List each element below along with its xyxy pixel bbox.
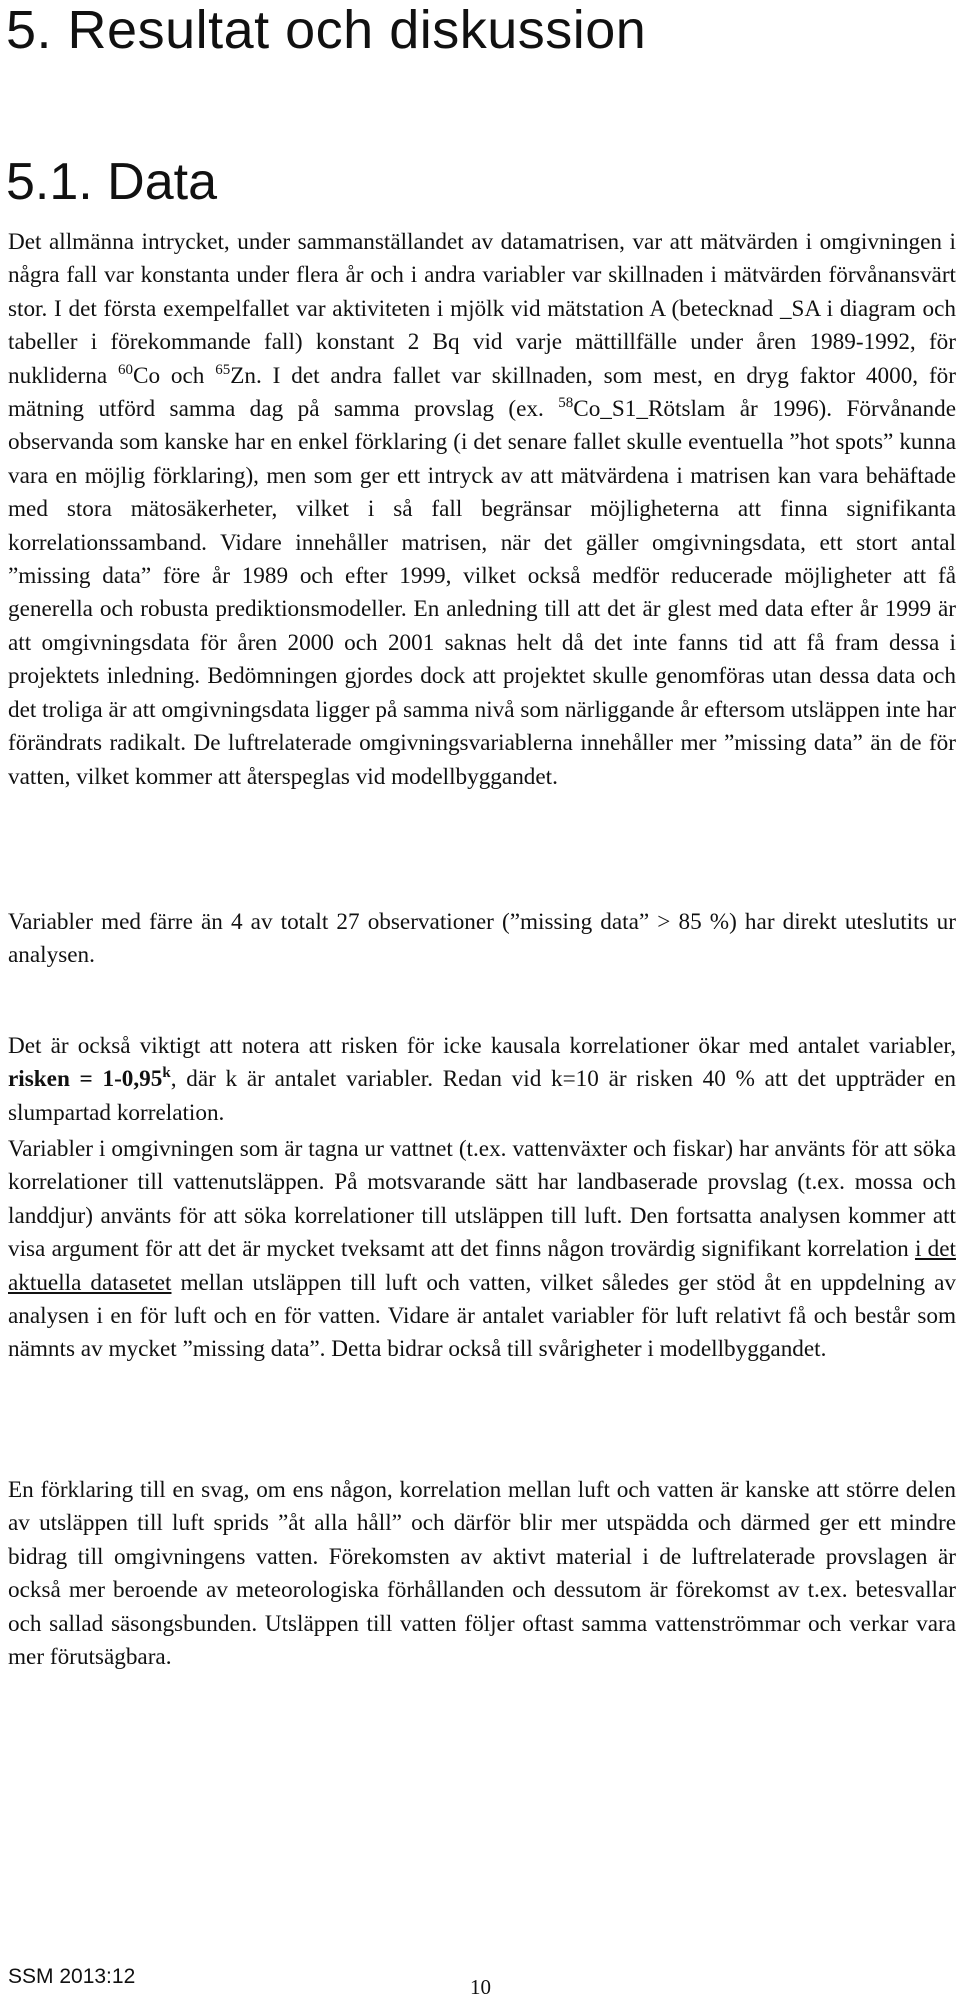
section-heading: 5. Resultat och diskussion — [6, 0, 647, 60]
p1-sup-co58: 58 — [558, 395, 574, 412]
p3-risk-formula: risken = 1-0,95 — [8, 1066, 163, 1093]
p4-text-b: mellan utsläppen till luft och vatten, vilket således ger stöd åt en uppdelning av analysen i en för luft och en för vatten. Vidare är antalet variabler för luft relativt få och består som nämnts av mycket ”missing data”. Detta bidrar också till svårigheter i modellbyggandet. — [8, 1269, 956, 1363]
p1-sup-co60: 60 — [118, 361, 134, 378]
p3-sup-k: k — [162, 1065, 171, 1082]
p1-text-a: Det allmänna intrycket, under sammanställandet av datamatrisen, var att mätvärden i omgivningen i några fall var konstanta under flera år och i andra variabler var skillnaden i mätvärden förvånansvärt stor. I det första exempelfallet var aktiviteten i mjölk vid mätstation A (betecknad _SA i diagram och tabeller i förekommande fall) konstant 2 Bq vid varje mättillfälle under åren 1989-1992, för nukliderna — [8, 229, 956, 389]
subsection-heading: 5.1. Data — [6, 153, 218, 211]
report-id: SSM 2013:12 — [8, 1965, 136, 1988]
p2-text: Variabler med färre än 4 av totalt 27 observationer (”missing data” > 85 %) har direkt uteslutits ur analysen. — [8, 909, 956, 969]
p1-text-c: Zn. I det andra fallet var skillnaden, som mest, en dryg faktor 4000, för mätning utförd samma dag på samma provslag (ex. — [8, 362, 956, 423]
p1-text-b: Co och — [133, 362, 216, 389]
page-number: 10 — [470, 1975, 491, 1999]
p1-text-d: Co_S1_Rötslam år 1996). Förvånande observanda som kanske har en enkel förklaring (i det senare fallet skulle eventuella ”hot spots” kunna vara en möjlig förklaring), men som ger ett intryck av att mätvärdena i matrisen kan vara behäftade med stora mätosäkerheter, vilket i så fall begränsar möjligheterna att finna signifikanta korrelationssamband. Vidare innehåller matrisen, när det gäller omgivningsdata, ett stort antal ”missing data” före år 1989 och efter 1999, vilket också medför reducerade möjligheter att få generella och robusta prediktionsmodeller. En anledning till att det är glest med data efter år 1999 är att omgivningsdata för åren 2000 och 2001 saknas helt då det inte fanns tid att få fram dessa i projektets inledning. Bedömningen gjordes dock att projektet skulle genomföras utan dessa data och det troliga är att omgivningsdata ligger på samma nivå som närliggande år eftersom utsläppen inte har förändrats radikalt. De luftrelaterade omgivningsvariablerna innehåller mer ”missing data” än de för vatten, vilket kommer att återspeglas vid modellbyggandet. — [8, 396, 956, 790]
paragraph-excluded-variables — [8, 906, 956, 973]
paragraph-water-air — [8, 1133, 956, 1367]
p3-text-a: Det är också viktigt att notera att risken för icke kausala korrelationer ökar med antalet variabler, — [8, 1033, 956, 1059]
p1-sup-zn65: 65 — [215, 361, 231, 378]
p4-text-a: Variabler i omgivningen som är tagna ur vattnet (t.ex. vattenväxter och fiskar) har använts för att söka korrelationer till vattenutsläppen. På motsvarande sätt har landbaserade provslag (t.ex. mossa och landdjur) använts för att söka korrelationer till utsläppen till luft. Den fortsatta analysen kommer att visa argument för att det är mycket tveksamt att det finns någon trovärdig signifikant korrelation — [8, 1136, 956, 1263]
paragraph-explanation — [8, 1474, 956, 1674]
p4-underlined-dataset: i det aktuella datasetet — [8, 1236, 956, 1296]
paragraph-data-intro — [8, 226, 956, 794]
p5-text: En förklaring till en svag, om ens någon, korrelation mellan luft och vatten är kanske att större delen av utsläppen till luft sprids ”åt alla håll” och därför blir mer utspädda och därmed ger ett mindre bidrag till omgivningens vatten. Förekomsten av aktivt material i de luftrelaterade provslagen är också mer beroende av meteorologiska förhållanden och dessutom är förekomst av t.ex. betesvallar och sallad säsongsbunden. Utsläppen till vatten följer oftast samma vattenströmmar och verkar vara mer förutsägbara. — [8, 1477, 956, 1671]
paragraph-risk — [8, 1030, 956, 1130]
p3-text-b: , där k är antalet variabler. Redan vid k=10 är risken 40 % att det uppträder en slumpartad korrelation. — [8, 1066, 956, 1126]
